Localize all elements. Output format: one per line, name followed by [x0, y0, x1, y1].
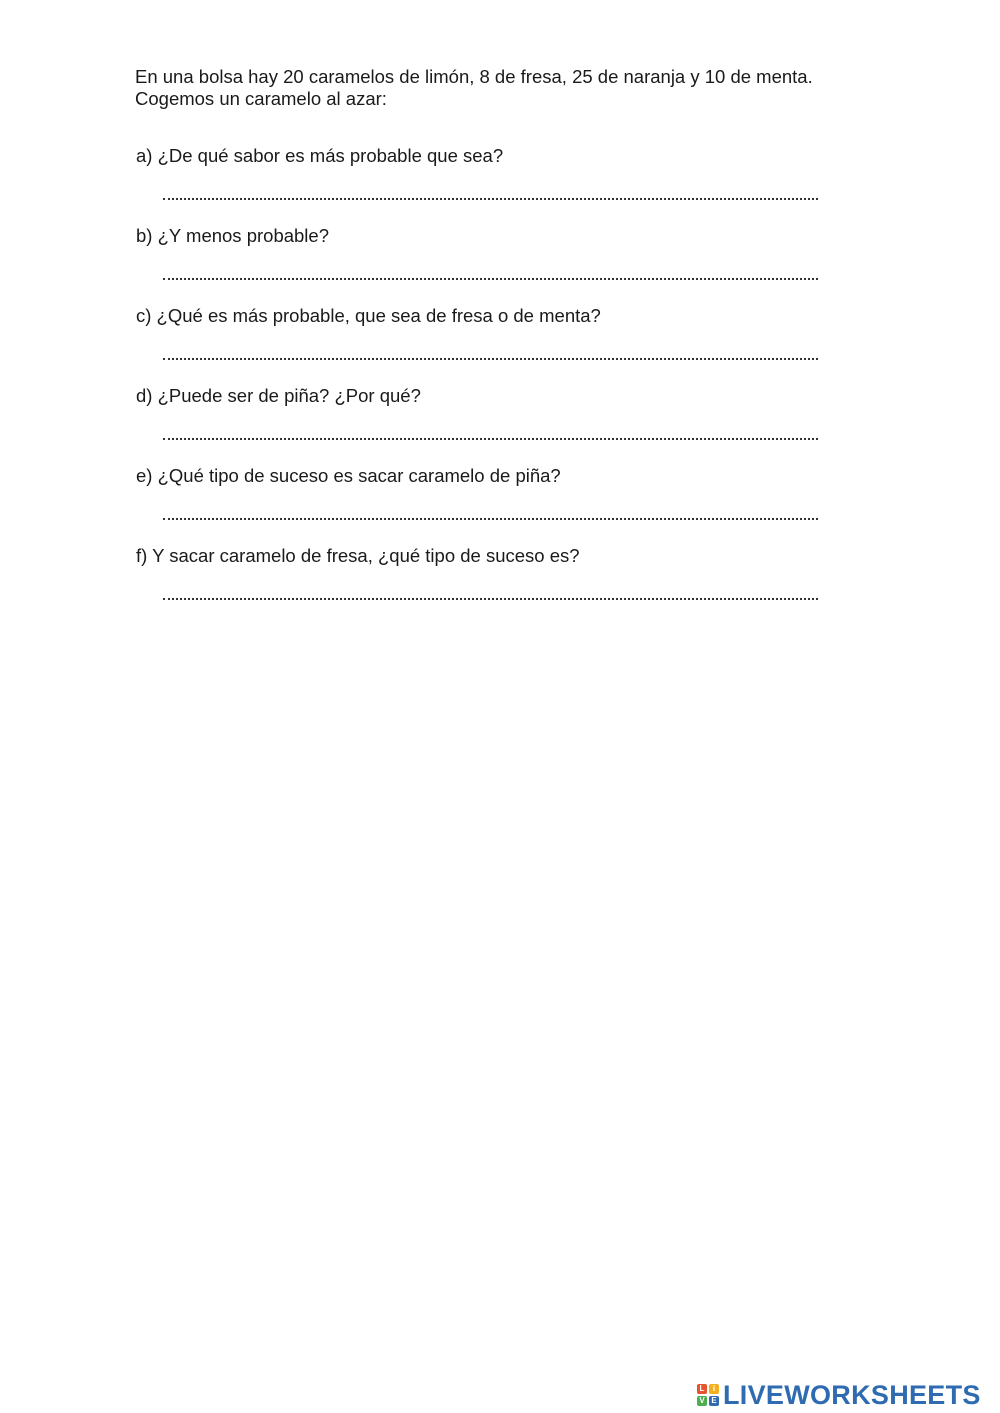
- answer-line-d: [163, 438, 818, 440]
- question-a: a) ¿De qué sabor es más probable que sea?: [136, 145, 504, 166]
- answer-field-f[interactable]: [163, 577, 818, 599]
- answer-line-a: [163, 198, 818, 200]
- logo-tile-l: L: [697, 1384, 707, 1394]
- question-e: e) ¿Qué tipo de suceso es sacar caramelo de piña?: [136, 465, 561, 486]
- question-c: c) ¿Qué es más probable, que sea de fresa o de menta?: [136, 305, 601, 326]
- problem-statement: [135, 66, 895, 110]
- answer-line-c: [163, 358, 818, 360]
- question-d: d) ¿Puede ser de piña? ¿Por qué?: [136, 385, 421, 406]
- answer-field-d[interactable]: [163, 417, 818, 439]
- answer-field-b[interactable]: [163, 257, 818, 279]
- answer-line-e: [163, 518, 818, 520]
- answer-line-b: [163, 278, 818, 280]
- liveworksheets-logo: [697, 1378, 981, 1412]
- question-f: f) Y sacar caramelo de fresa, ¿qué tipo de suceso es?: [136, 545, 580, 566]
- intro-line-1: En una bolsa hay 20 caramelos de limón, 8 de fresa, 25 de naranja y 10 de menta.: [135, 66, 813, 87]
- brand-name: LIVEWORKSHEETS: [723, 1379, 981, 1410]
- answer-field-a[interactable]: [163, 177, 818, 199]
- answer-field-e[interactable]: [163, 497, 818, 519]
- liveworksheets-logo-icon: [697, 1384, 719, 1406]
- answer-field-c[interactable]: [163, 337, 818, 359]
- intro-line-2: Cogemos un caramelo al azar:: [135, 88, 387, 109]
- question-b: b) ¿Y menos probable?: [136, 225, 329, 246]
- logo-tile-e: E: [709, 1396, 719, 1406]
- logo-tile-i: i: [709, 1384, 719, 1394]
- answer-line-f: [163, 598, 818, 600]
- logo-tile-v: V: [697, 1396, 707, 1406]
